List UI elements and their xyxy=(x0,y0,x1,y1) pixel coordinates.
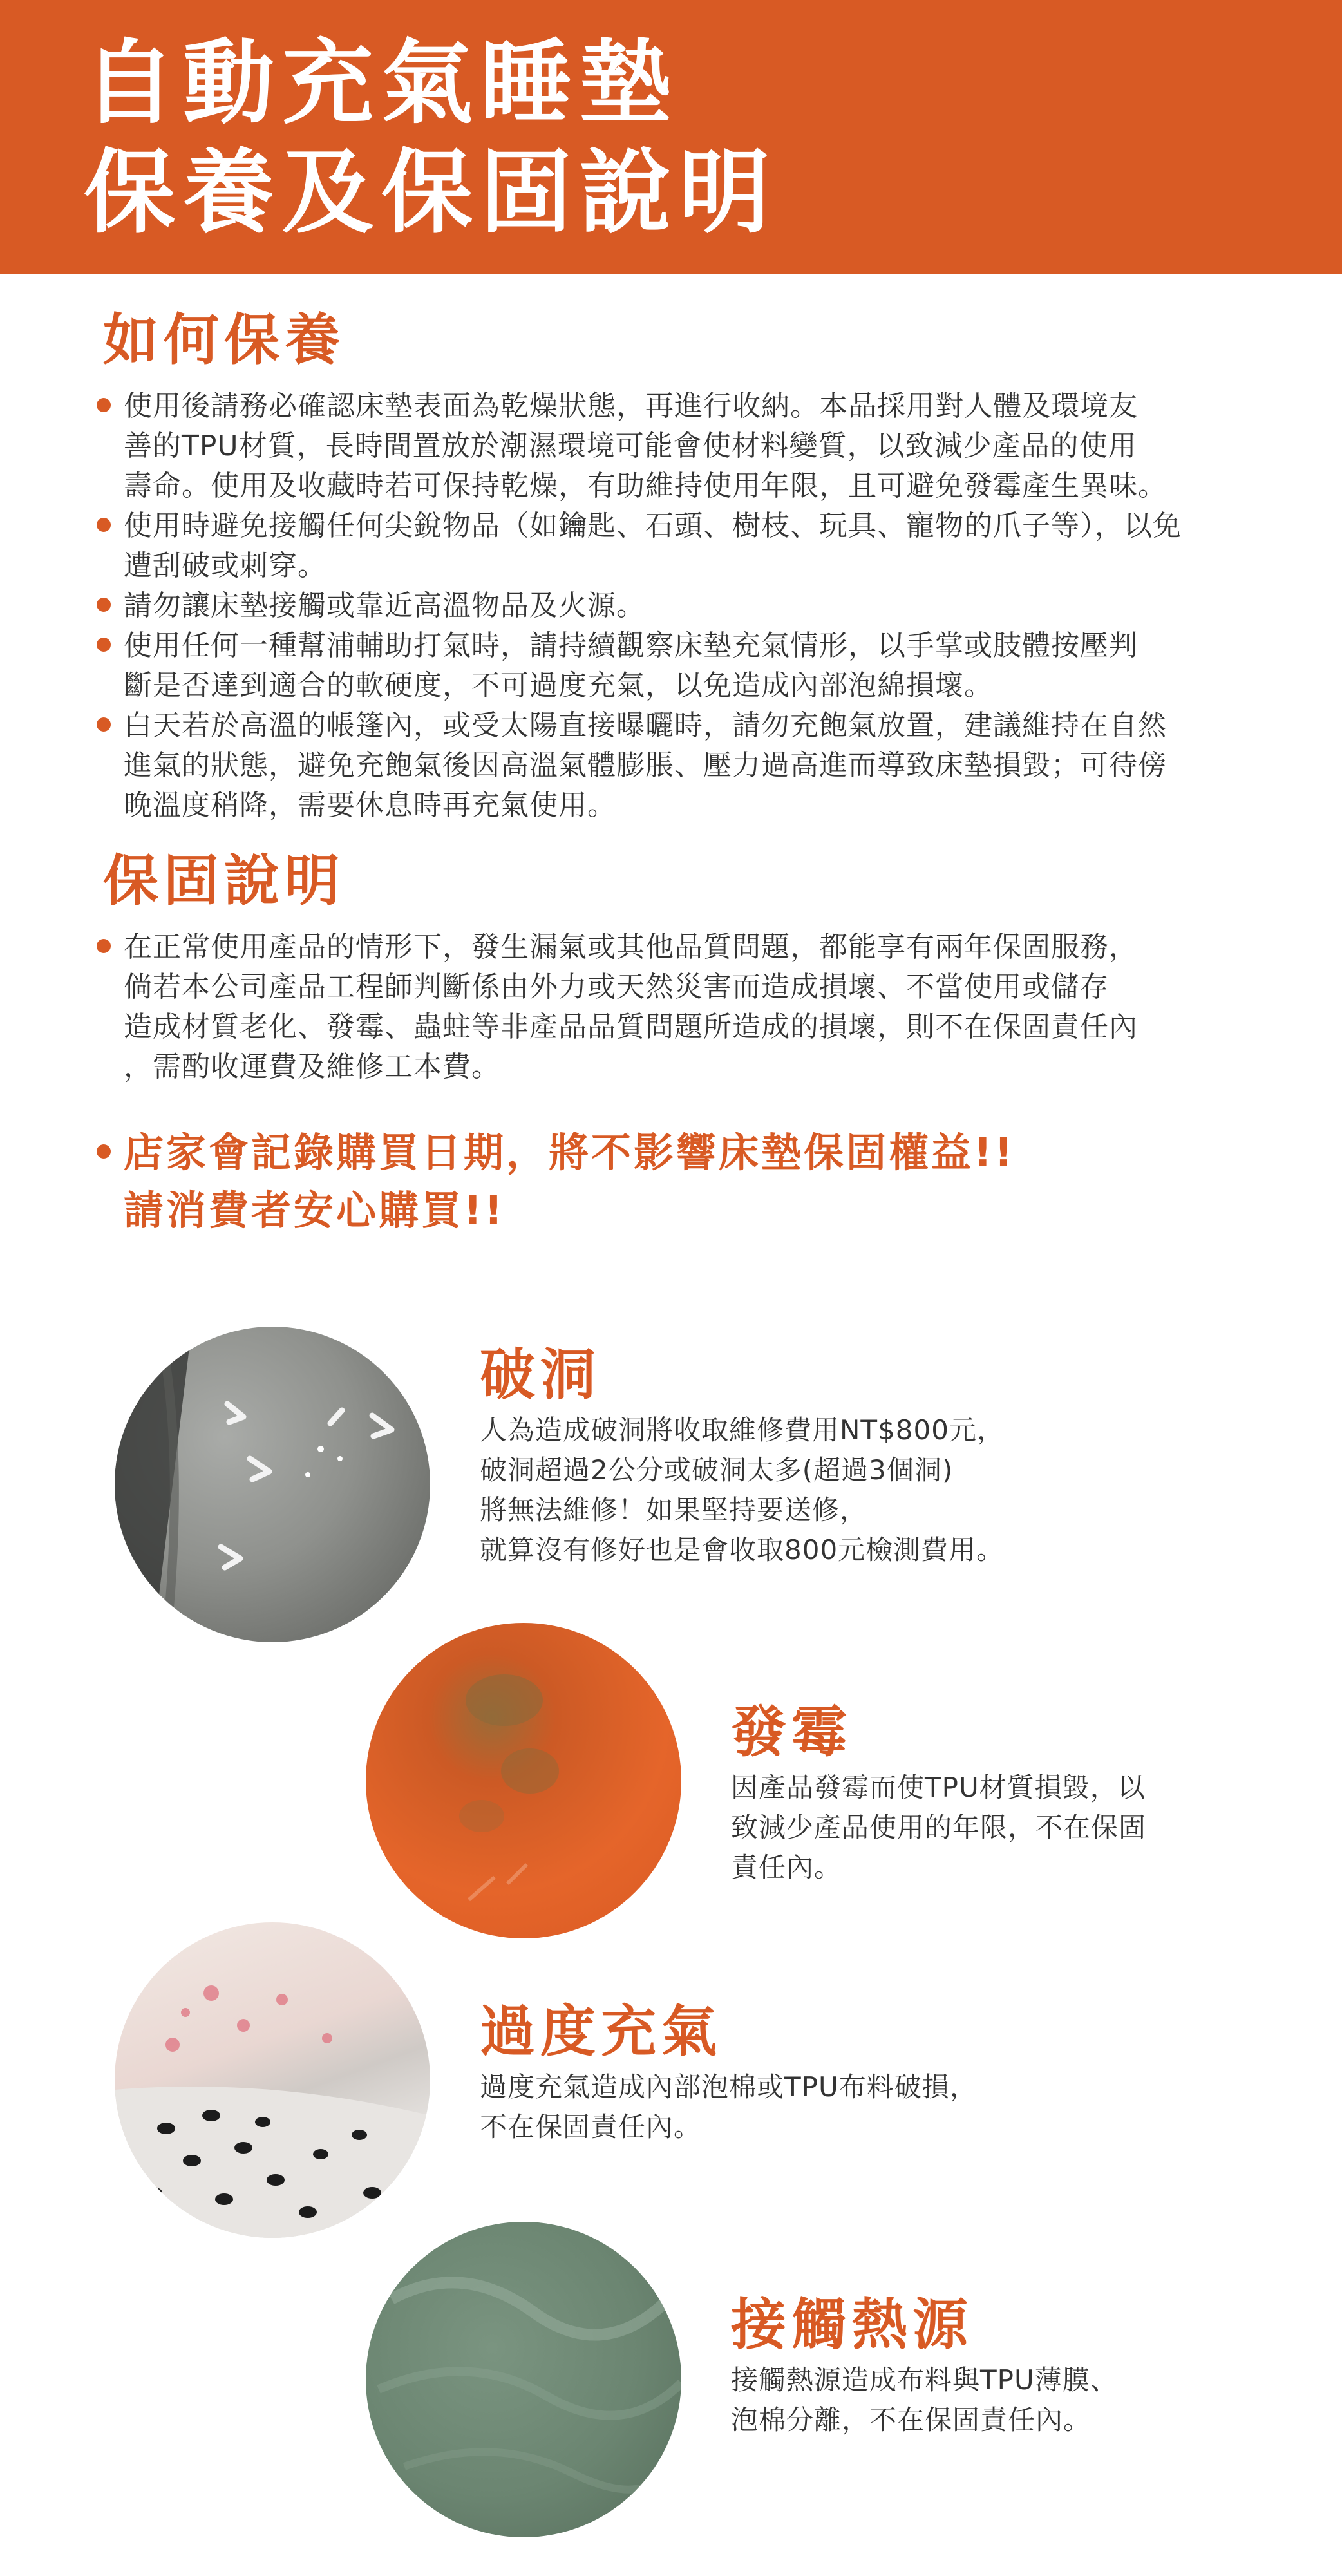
case-text-line: 責任內。 xyxy=(731,1852,842,1883)
heat-photo-illustration xyxy=(366,2222,681,2537)
list-item xyxy=(97,706,1182,826)
case-text-line: 不在保固責任內。 xyxy=(480,2111,702,2143)
list-item-line: 在正常使用產品的情形下，發生漏氣或其他品質問題，都能享有兩年保固服務， xyxy=(124,931,1138,963)
list-item-line: 壽命。使用及收藏時若可保持乾燥，有助維持使用年限，且可避免發霉產生異味。 xyxy=(124,469,1167,502)
case-text-hole xyxy=(480,1410,1005,1570)
list-item-line: 斷是否達到適合的軟硬度，不可過度充氣，以免造成內部泡綿損壞。 xyxy=(124,669,993,702)
case-text-heat xyxy=(731,2360,1118,2440)
purchase-notice xyxy=(97,1124,1016,1240)
case-title-over-inflation: 過度充氣 xyxy=(480,2000,722,2064)
bullet-dot-icon xyxy=(97,1144,111,1159)
list-item-line: 倘若本公司產品工程師判斷係由外力或天然災害而造成損壞、不當使用或儲存 xyxy=(124,971,1109,1003)
case-text-line: 破洞超過2公分或破洞太多(超過3個洞) xyxy=(480,1454,954,1486)
case-title-heat: 接觸熱源 xyxy=(731,2293,973,2357)
case-text-line: 致減少產品使用的年限，不在保固 xyxy=(731,1812,1147,1843)
page-title-line-1: 自動充氣睡墊 xyxy=(84,30,679,137)
list-item xyxy=(97,586,1182,626)
over-inflation-photo xyxy=(115,1922,430,2238)
list-item xyxy=(97,386,1182,506)
case-text-line: 人為造成破洞將收取維修費用NT$800元， xyxy=(480,1414,1005,1446)
case-text-line: 將無法維修！如果堅持要送修， xyxy=(480,1494,868,1526)
case-text-over-inflation xyxy=(480,2067,978,2147)
case-text-line: 過度充氣造成內部泡棉或TPU布料破損， xyxy=(480,2071,978,2103)
list-item-line: 善的TPU材質，長時間置放於潮濕環境可能會使材料變質，以致減少產品的使用 xyxy=(124,430,1137,462)
mold-photo-illustration xyxy=(366,1623,681,1938)
bullet-dot-icon xyxy=(97,717,111,732)
header-banner xyxy=(0,0,1342,274)
warranty-list xyxy=(97,927,1138,1087)
list-item-line: 使用時避免接觸任何尖銳物品（如鑰匙、石頭、樹枝、玩具、寵物的爪子等），以免 xyxy=(124,509,1182,542)
bullet-dot-icon xyxy=(97,398,111,412)
case-text-line: 泡棉分離，不在保固責任內。 xyxy=(731,2404,1092,2436)
case-title-hole: 破洞 xyxy=(480,1343,601,1407)
list-item-line: 造成材質老化、發霉、蟲蛀等非產品品質問題所造成的損壞，則不在保固責任內 xyxy=(124,1010,1138,1043)
mold-damage-photo xyxy=(366,1623,681,1938)
bullet-dot-icon xyxy=(97,598,111,612)
list-item-line: 進氣的狀態，避免充飽氣後因高溫氣體膨脹、壓力過高進而導致床墊損毀；可待傍 xyxy=(124,749,1167,782)
list-item xyxy=(97,626,1182,706)
heat-damage-photo xyxy=(366,2222,681,2537)
warranty-section-title: 保固說明 xyxy=(103,849,345,913)
notice-line-1: 店家會記錄購買日期，將不影響床墊保固權益!! xyxy=(124,1129,1016,1176)
case-text-line: 接觸熱源造成布料與TPU薄膜、 xyxy=(731,2364,1118,2396)
care-section-title: 如何保養 xyxy=(103,308,345,372)
case-title-mold: 發霉 xyxy=(731,1700,852,1765)
page-title-line-2: 保養及保固說明 xyxy=(84,140,778,246)
notice-line-2: 請消費者安心購買!! xyxy=(124,1187,506,1234)
list-item-line: 白天若於高溫的帳篷內，或受太陽直接曝曬時，請勿充飽氣放置，建議維持在自然 xyxy=(124,709,1167,742)
case-text-line: 就算沒有修好也是會收取800元檢測費用。 xyxy=(480,1534,1005,1566)
over-inflation-photo-illustration xyxy=(115,1922,430,2238)
list-item-line: 晚溫度稍降，需要休息時再充氣使用。 xyxy=(124,789,616,822)
bullet-dot-icon xyxy=(97,638,111,652)
case-text-line: 因產品發霉而使TPU材質損毀，以 xyxy=(731,1772,1146,1803)
bullet-dot-icon xyxy=(97,518,111,532)
list-item xyxy=(97,927,1138,1087)
care-list xyxy=(97,386,1182,826)
list-item-line: 遭刮破或刺穿。 xyxy=(124,549,326,582)
list-item-line: 使用後請務必確認床墊表面為乾燥狀態，再進行收納。本品採用對人體及環境友 xyxy=(124,390,1138,422)
list-item-line: 請勿讓床墊接觸或靠近高溫物品及火源。 xyxy=(124,589,645,622)
list-item xyxy=(97,506,1182,586)
list-item-line: 使用任何一種幫浦輔助打氣時，請持續觀察床墊充氣情形，以手掌或肢體按壓判 xyxy=(124,629,1138,662)
bullet-dot-icon xyxy=(97,939,111,953)
hole-damage-photo xyxy=(115,1327,430,1642)
hole-photo-illustration xyxy=(115,1327,430,1642)
case-text-mold xyxy=(731,1768,1146,1888)
list-item-line: ，需酌收運費及維修工本費。 xyxy=(124,1050,500,1083)
